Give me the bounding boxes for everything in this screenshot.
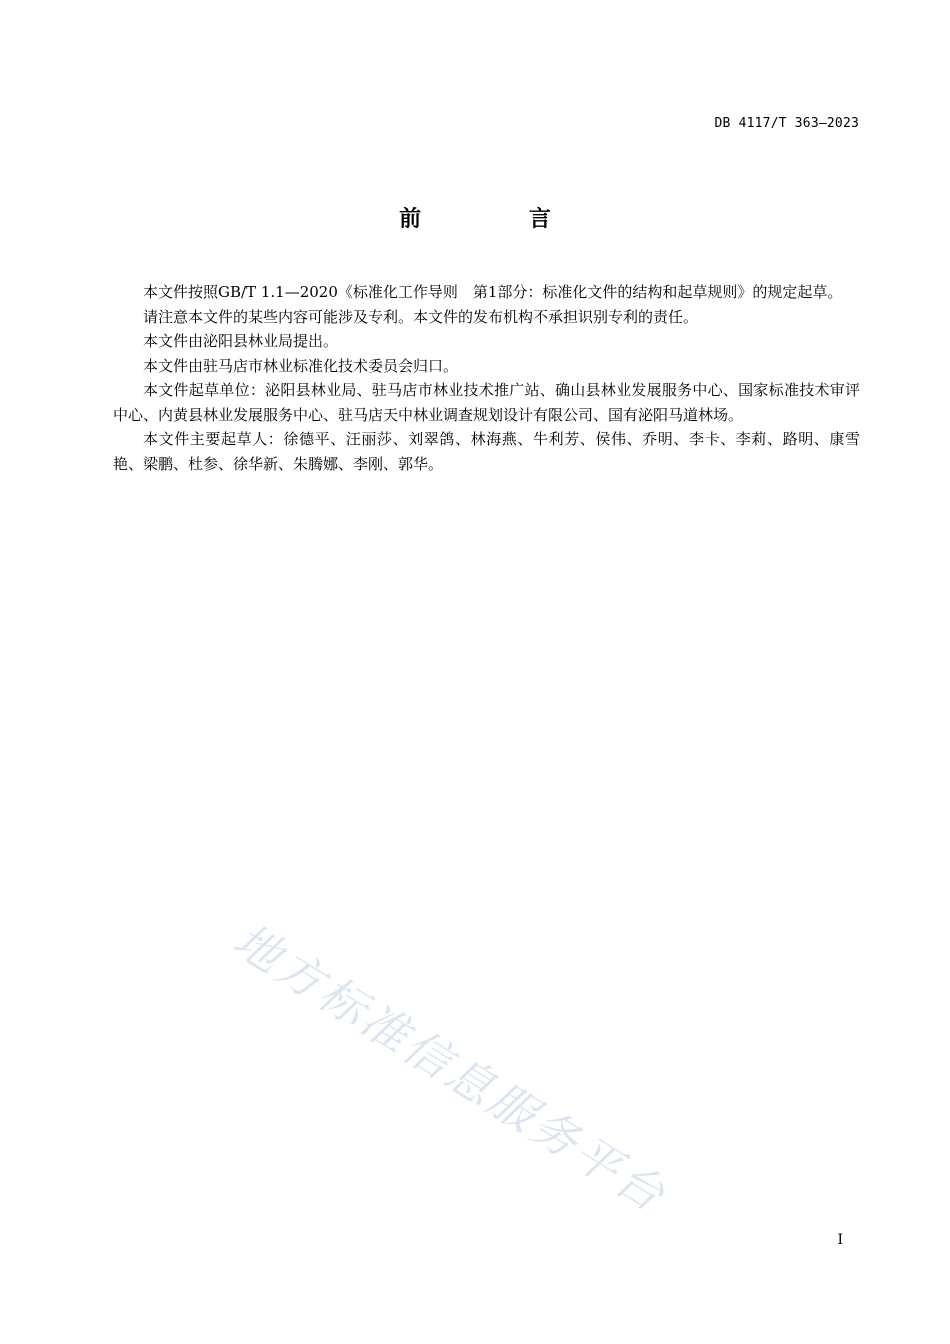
- page-number: I: [837, 1232, 843, 1248]
- page-title: 前 言: [399, 207, 601, 232]
- paragraph-drafting-units: 本文件起草单位：泌阳县林业局、驻马店市林业技术推广站、确山县林业发展服务中心、国家标准技术审评中心、内黄县林业发展服务中心、驻马店天中林业调查规划设计有限公司、国有泌阳马道林场。: [113, 381, 860, 424]
- document-code: DB 4117/T 363—2023: [714, 116, 859, 131]
- paragraph-patent-notice: 请注意本文件的某些内容可能涉及专利。本文件的发布机构不承担识别专利的责任。: [143, 307, 699, 326]
- watermark: 地方标准信息服务平台: [224, 912, 677, 1224]
- paragraph-centralized-unit: 本文件由驻马店市林业标准化技术委员会归口。: [143, 356, 459, 375]
- paragraph-drafting-rules: 本文件按照GB/T 1.1—2020《标准化工作导则 第1部分：标准化文件的结构和起草规则》的规定起草。: [143, 283, 843, 301]
- paragraph-proposer: 本文件由泌阳县林业局提出。: [143, 332, 339, 350]
- paragraph-drafters: 本文件主要起草人：徐德平、汪丽莎、刘翠鸽、林海燕、牛利芳、侯伟、乔明、李卡、李莉、路明、康雪艳、梁鹏、杜参、徐华新、朱腾娜、李刚、郭华。: [113, 430, 860, 473]
- foreword-body: [113, 280, 860, 476]
